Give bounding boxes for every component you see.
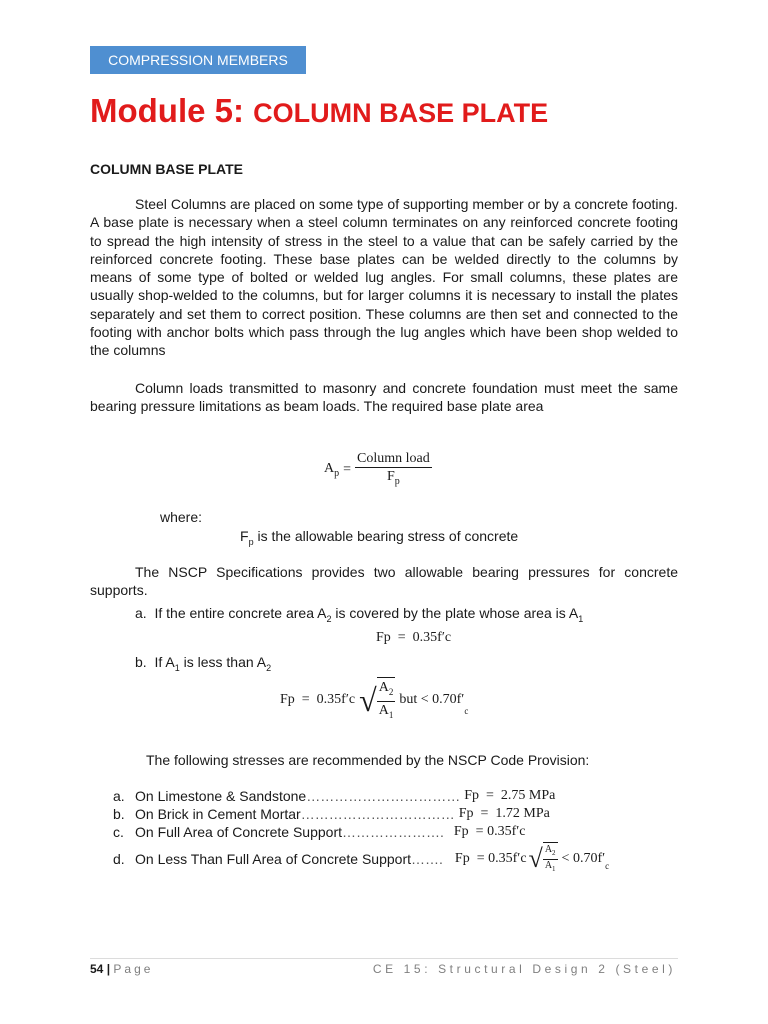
nscp-paragraph: [90, 563, 678, 600]
loads-text: Column loads transmitted to masonry and concrete foundation must meet the same bearing pressure limitations as beam loads. The required base plate area: [90, 380, 678, 415]
where-definition: $F_p$ is the allowable bearing stress of concrete: [240, 528, 519, 547]
area-fraction: [355, 450, 432, 490]
stress-item-d: d. On Less Than Full Area of Concrete Support ……. Fp = 0.35f′c √ $\frac{A_2}{A_1}$ < 0.70f′ $_c$: [113, 843, 610, 873]
section-heading: COLUMN BASE PLATE: [90, 161, 243, 177]
page-number: 54: [90, 962, 104, 976]
recommended-text: The following stresses are recommended by the NSCP Code Provision:: [146, 752, 590, 768]
footer-divider: [90, 958, 678, 959]
nscp-text: The NSCP Specifications provides two allowable bearing pressures for concrete supports.: [90, 564, 678, 599]
footer-page: 54 | Page: [90, 962, 154, 976]
area-eq: =: [343, 461, 352, 477]
stress-list: [113, 788, 673, 842]
area-formula: [324, 450, 432, 490]
case-b-sqrt-fraction: $\frac{A_2}{A_1}$: [377, 677, 396, 724]
case-a: a. If the entire concrete area $A_2$ is covered by the plate whose area is $A_1$: [135, 605, 584, 624]
stress-item: c. On Full Area of Concrete Support …………………. Fp = 0.35f′c: [113, 824, 526, 840]
area-denominator: $F_p$: [387, 469, 400, 487]
where-label: where:: [160, 509, 203, 525]
page-label: Page: [113, 962, 154, 976]
title-main: COLUMN BASE PLATE: [253, 98, 549, 128]
stress-item: a. On Limestone & Sandstone …………………………… Fp = 2.75 MPa: [113, 788, 556, 804]
case-b-formula: Fp = 0.35f′c √ $\frac{A_2}{A_1}$ but < 0.70f′ $_c$: [280, 677, 468, 724]
intro-paragraph: [90, 195, 678, 360]
area-numerator: Column load: [357, 451, 430, 466]
stress-d-sqrt: √ $\frac{A_2}{A_1}$: [528, 843, 556, 873]
case-b: b. If $A_1$ is less than $A_2$: [135, 654, 272, 673]
page-title: [90, 92, 548, 130]
case-a-formula: Fp = 0.35f′c: [376, 630, 452, 645]
case-b-sqrt: √ $\frac{A_2}{A_1}$: [359, 677, 395, 724]
title-prefix: Module 5:: [90, 92, 254, 129]
area-lhs: $A_p$: [324, 461, 340, 479]
loads-paragraph: [90, 379, 678, 416]
intro-text: Steel Columns are placed on some type of supporting member or by a concrete footing. A base plate is necessary when a steel column terminates on any reinforced concrete footing to spread the high intensity of stress in the steel to a value that can be safely carried by the reinforced concrete footing. These base plates can be welded directly to the columns by means of some type of bolted or welded lug angles. For small columns, these plates are usually shop-welded to the columns, but for larger columns it is necessary to install the plates separately and set them to correct position. These columns are then set and connected to the footing with anchor bolts which pass through the lug angles which have been shop welded to the columns: [90, 196, 678, 359]
footer-course: CE 15: Structural Design 2 (Steel): [372, 962, 676, 976]
section-tag: COMPRESSION MEMBERS: [90, 46, 306, 74]
stress-item: b. On Brick in Cement Mortar …………………………… Fp = 1.72 MPa: [113, 806, 550, 822]
